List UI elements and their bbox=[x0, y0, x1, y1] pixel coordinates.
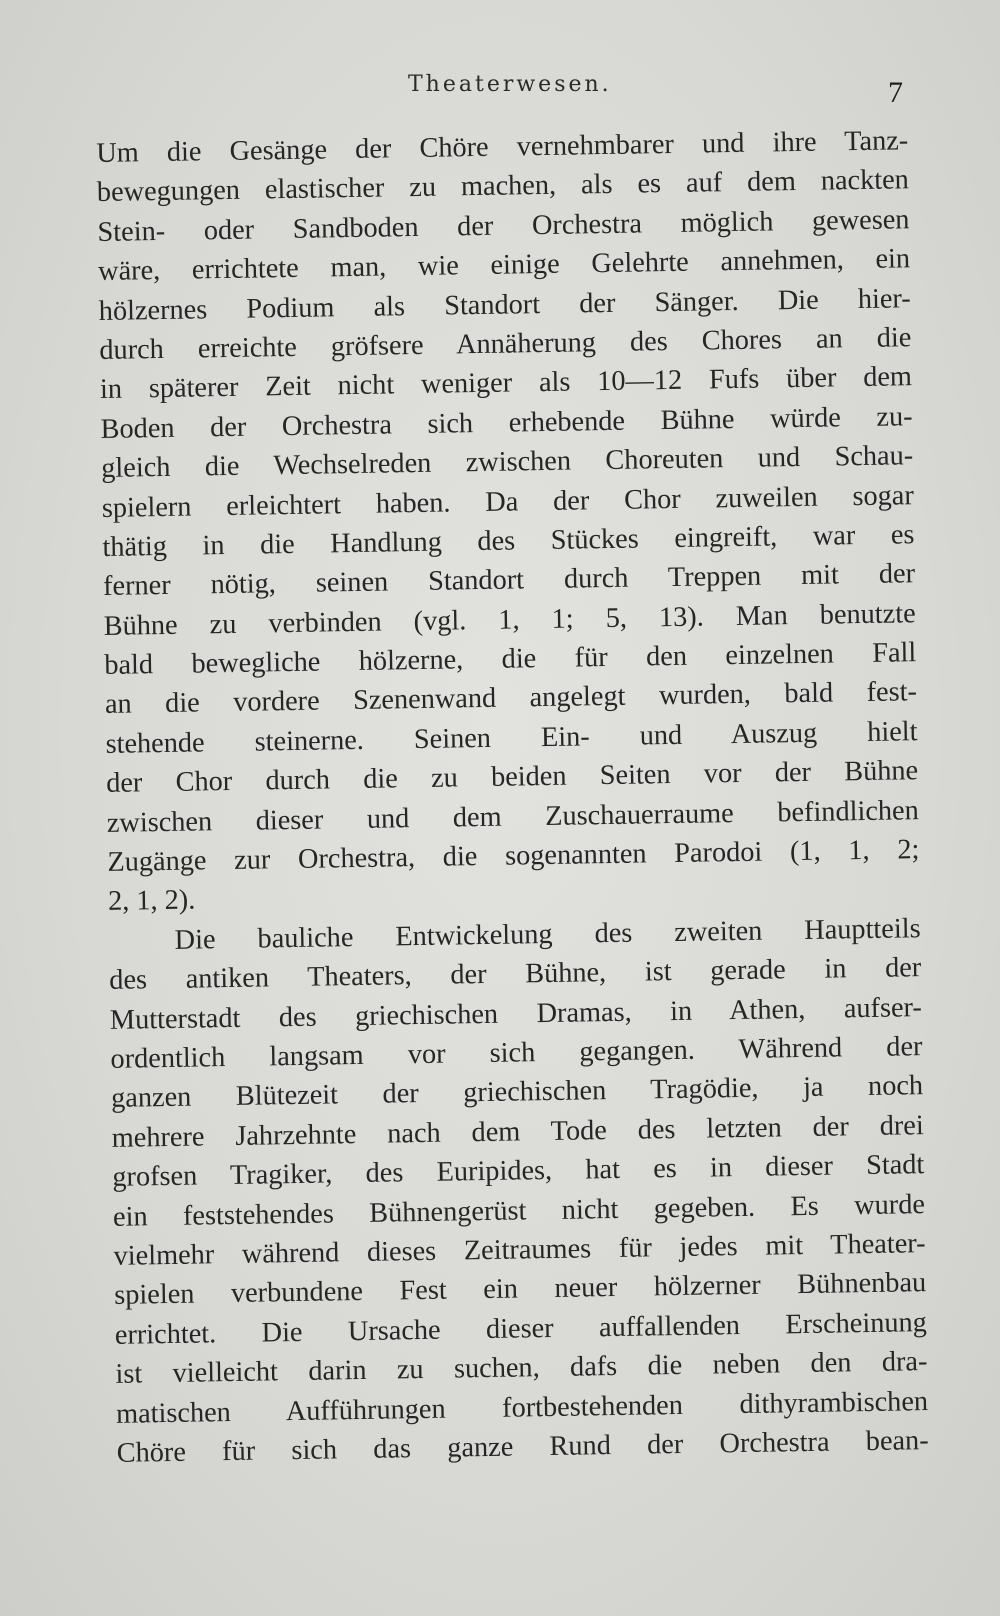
text-line: mehrere Jahrzehnte nach dem Tode des letzten der drei bbox=[111, 1109, 924, 1154]
text-line: der Chor durch die zu beiden Seiten vor der Bühne bbox=[105, 755, 919, 800]
text-line: hölzernes Podium als Standort der Sänger. Die hier- bbox=[98, 282, 911, 327]
text-line: durch erreichte gröfsere Annäherung des Chores an die bbox=[99, 322, 912, 366]
text-line: vielmehr während dieses Zeitraumes für jedes mit Theater- bbox=[113, 1228, 926, 1272]
text-line: Chöre für sich das ganze Rund der Orchestra bean- bbox=[116, 1424, 929, 1469]
text-line: zwischen dieser und dem Zuschauerraume befindlichen bbox=[106, 794, 919, 839]
text-line: bald bewegliche hölzerne, die für den einzelnen Fall bbox=[104, 637, 917, 682]
text-line: spielern erleichtert haben. Da der Chor zuweilen sogar bbox=[101, 479, 915, 524]
text-line: ein feststehendes Bühnengerüst nicht gegeben. Es wurde bbox=[112, 1188, 926, 1233]
text-line: ist vielleicht darin zu suchen, dafs die neben den dra- bbox=[115, 1346, 928, 1390]
paragraph-2 bbox=[108, 909, 929, 1473]
text-line: thätig in die Handlung des Stückes eingreift, war es bbox=[102, 519, 915, 563]
text-line: errichtet. Die Ursache dieser auffallenden Erscheinung bbox=[114, 1306, 928, 1351]
text-line: Mutterstadt des griechischen Dramas, in Athen, aufser- bbox=[109, 991, 923, 1036]
running-title: Theaterwesen. bbox=[408, 72, 612, 97]
text-line: matischen Aufführungen fortbestehenden dithyrambischen bbox=[115, 1385, 929, 1430]
text-line: in späterer Zeit nicht weniger als 10—12 Fufs über dem bbox=[99, 361, 913, 406]
text-line: wäre, errichtete man, wie einige Gelehrte annehmen, ein bbox=[97, 243, 911, 288]
text-line: Boden der Orchestra sich erhebende Bühne würde zu- bbox=[100, 400, 913, 445]
text-line: Die bauliche Entwickelung des zweiten Hauptteils bbox=[174, 912, 921, 956]
text-line: Um die Gesänge der Chöre vernehmbarer und ihre Tanz- bbox=[96, 125, 909, 169]
text-line: spielen verbundene Fest ein neuer hölzerner Bühnenbau bbox=[114, 1267, 927, 1312]
text-line: an die vordere Szenenwand angelegt wurden, bald fest- bbox=[104, 676, 918, 721]
text-line: grofsen Tragiker, des Euripides, hat es in dieser Stadt bbox=[112, 1149, 925, 1194]
text-line: des antiken Theaters, der Bühne, ist gerade in der bbox=[109, 952, 922, 997]
text-line: Bühne zu verbinden (vgl. 1, 1; 5, 13). Man benutzte bbox=[103, 597, 916, 642]
body-text bbox=[96, 121, 929, 1473]
text-line: bewegungen elastischer zu machen, als es auf dem nackten bbox=[96, 164, 910, 209]
text-line: gleich die Wechselreden zwischen Choreuten und Schau- bbox=[101, 440, 914, 485]
text-line: Zugänge zur Orchestra, die sogenannten Parodoi (1, 1, 2; bbox=[107, 834, 920, 878]
text-line: ferner nötig, seinen Standort durch Treppen mit der bbox=[102, 558, 916, 603]
text-line: ordentlich langsam vor sich gegangen. Während der bbox=[110, 1031, 923, 1075]
paragraph-1 bbox=[96, 121, 920, 921]
text-line: stehende steinerne. Seinen Ein- und Auszug hielt bbox=[105, 716, 918, 760]
text-line: 2, 1, 2). bbox=[107, 884, 196, 918]
page-number: 7 bbox=[888, 76, 903, 109]
text-line: Stein- oder Sandboden der Orchestra möglich gewesen bbox=[97, 204, 910, 248]
text-line: ganzen Blütezeit der griechischen Tragödie, ja noch bbox=[110, 1070, 924, 1115]
